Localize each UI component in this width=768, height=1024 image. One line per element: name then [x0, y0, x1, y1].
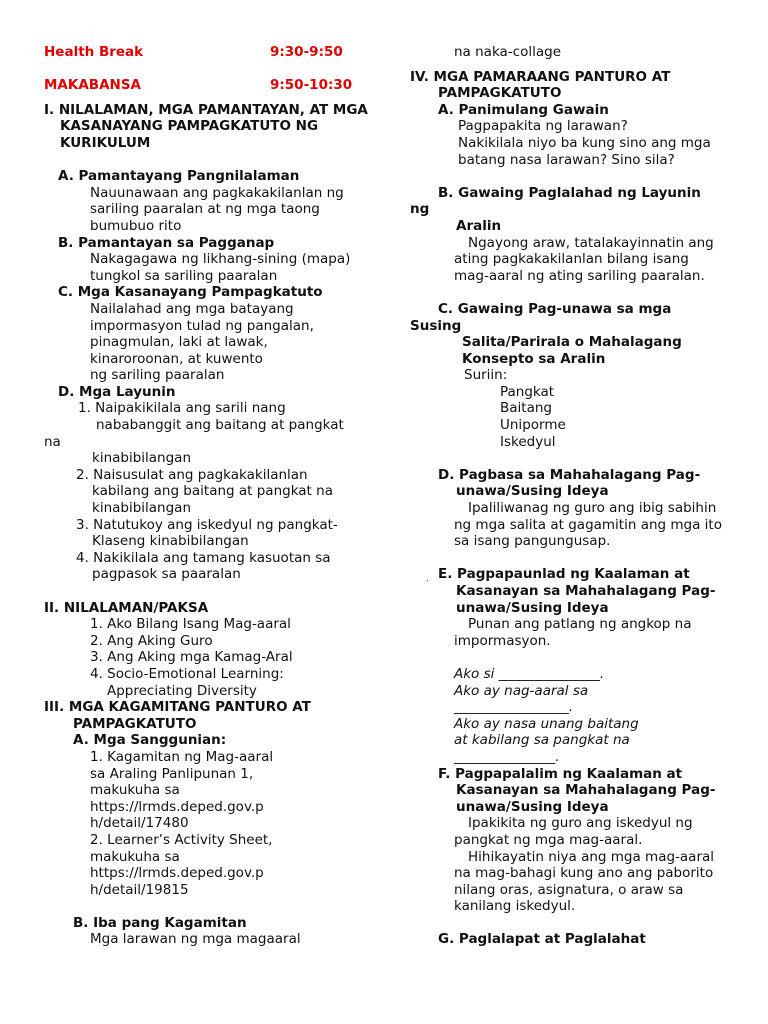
- topic-item: Appreciating Diversity: [107, 682, 257, 699]
- fill-in-sentence: Ako ay nasa unang baitang: [454, 715, 639, 732]
- key-word: Pangkat: [500, 383, 555, 400]
- reference-text: makukuha sa: [90, 782, 180, 799]
- topic-item: 4. Socio-Emotional Learning:: [90, 665, 284, 682]
- makabansa-row: [44, 77, 364, 94]
- health-break-label: Health Break: [44, 44, 144, 60]
- body-text: sa isang pangungusap.: [454, 533, 611, 550]
- fill-in-sentence: at kabilang sa pangkat na: [454, 732, 630, 749]
- body-text: ng mga salita at gagamitin ang mga ito: [454, 516, 722, 533]
- makabansa-time: 9:50-10:30: [270, 77, 353, 94]
- left-column: [44, 44, 368, 948]
- heading-line: unawa/Susing Ideya: [456, 798, 609, 815]
- red-dot-mark: .: [426, 574, 429, 584]
- body-text: pinagmulan, laki at lawak,: [90, 334, 268, 351]
- pagbasa-heading: D. Pagbasa sa Mahahalagang Pag-: [438, 466, 701, 483]
- mga-layunin-heading: D. Mga Layunin: [58, 383, 176, 400]
- topic-item: 3. Ang Aking mga Kamag-Aral: [90, 649, 293, 666]
- reference-link: https://lrmds.deped.gov.p: [90, 865, 264, 882]
- body-text: Pagpapakita ng larawan?: [458, 118, 628, 135]
- body-text: mag-aaral ng ating sariling paaralan.: [454, 267, 705, 284]
- reference-text: 2. Learner’s Activity Sheet,: [90, 831, 273, 848]
- reference-text: sa Araling Panlipunan 1,: [90, 765, 254, 782]
- kasanayang-pampagkatuto-heading: C. Mga Kasanayang Pampagkatuto: [58, 284, 323, 301]
- body-text: nilang oras, asignatura, o araw sa: [454, 881, 684, 898]
- key-word: Iskedyul: [500, 433, 556, 450]
- fill-in-sentence: Ako ay nag-aaral sa: [454, 682, 589, 699]
- reference-link: h/detail/19815: [90, 881, 189, 898]
- suriin-label: Suriin:: [464, 367, 508, 384]
- body-text: kanilang iskedyul.: [454, 898, 576, 915]
- body-text: Punan ang patlang ng angkop na: [468, 616, 692, 633]
- body-text: Ngayong araw, tatalakayinnatin ang: [468, 234, 714, 251]
- heading-line: ng: [410, 201, 430, 218]
- key-word: Baitang: [500, 400, 552, 417]
- body-text: Ipakikita ng guro ang iskedyul ng: [468, 815, 693, 832]
- topic-item: 2. Ang Aking Guro: [90, 632, 213, 649]
- pagpapaunlad-heading: E. Pagpapaunlad ng Kaalaman at: [438, 566, 690, 583]
- section-ii-title: II. NILALAMAN/PAKSA: [44, 599, 209, 616]
- topic-item: 1. Ako Bilang Isang Mag-aaral: [90, 616, 291, 633]
- continuation-text: na naka-collage: [454, 44, 562, 60]
- heading-line: Kasanayan sa Mahahalagang Pag-: [456, 782, 716, 799]
- reference-link: h/detail/17480: [90, 815, 189, 832]
- pagpapalalim-heading: F. Pagpapalalim ng Kaalaman at: [438, 765, 683, 782]
- right-column: [410, 44, 740, 948]
- pag-unawa-heading: C. Gawaing Pag-unawa sa mga: [438, 300, 672, 317]
- health-break-time: 9:30-9:50: [270, 44, 343, 60]
- heading-line: Konsepto sa Aralin: [462, 350, 606, 367]
- objective-item: kinabibilangan: [92, 500, 192, 517]
- heading-line: unawa/Susing Ideya: [456, 599, 609, 616]
- section-i-title-line: KURIKULUM: [60, 134, 151, 151]
- iba-pang-kagamitan-heading: B. Iba pang Kagamitan: [73, 914, 247, 931]
- objective-item: kinabibilangan: [92, 450, 192, 467]
- body-text: ng sariling paaralan: [90, 367, 225, 384]
- fill-in-sentence: _________________.: [454, 699, 574, 716]
- heading-line: Salita/Parirala o Mahalagang: [462, 334, 682, 351]
- objective-item: 4. Nakikilala ang tamang kasuotan sa: [76, 549, 331, 566]
- makabansa-label: MAKABANSA: [44, 77, 141, 94]
- panimulang-gawain-heading: A. Panimulang Gawain: [438, 101, 609, 118]
- body-text: Nakikilala niyo ba kung sino ang mga: [458, 134, 711, 151]
- heading-line: Kasanayan sa Mahahalagang Pag-: [456, 583, 716, 599]
- section-iii-title: III. MGA KAGAMITANG PANTURO AT: [44, 699, 311, 716]
- fill-in-sentence: _______________.: [454, 748, 560, 765]
- heading-line: unawa/Susing Ideya: [456, 483, 609, 500]
- objective-item: 3. Natutukoy ang iskedyul ng pangkat-: [76, 516, 338, 533]
- body-text: kinaroroonan, at kuwento: [90, 350, 263, 367]
- paglalapat-heading: G. Paglalapat at Paglalahat: [438, 931, 646, 948]
- objective-item: Klaseng kinabibilangan: [92, 533, 249, 550]
- heading-line: Susing: [410, 317, 462, 334]
- health-break-row: [44, 44, 364, 61]
- section-iv-title: IV. MGA PAMARAANG PANTURO AT: [410, 68, 671, 85]
- section-i-title: I. NILALAMAN, MGA PAMANTAYAN, AT MGA: [44, 101, 368, 118]
- body-text: Hihikayatin niya ang mga mag-aaral: [468, 848, 715, 865]
- body-text: Nauunawaan ang pagkakakilanlan ng: [90, 184, 344, 201]
- pamantayan-sa-pagganap-heading: B. Pamantayan sa Pagganap: [58, 234, 275, 251]
- body-text: na mag-bahagi kung ano ang paborito: [454, 865, 714, 882]
- body-text: pangkat ng mga mag-aaral.: [454, 831, 643, 848]
- objective-item: nababanggit ang baitang at pangkat: [96, 417, 344, 434]
- section-iv-title-line: PAMPAGKATUTO: [438, 85, 562, 102]
- reference-text: 1. Kagamitan ng Mag-aaral: [90, 748, 274, 765]
- heading-line: Aralin: [456, 217, 502, 234]
- body-text: bumubuo rito: [90, 217, 182, 234]
- key-word: Uniporme: [500, 417, 566, 434]
- objective-item: na: [44, 433, 61, 450]
- body-text: Ipaliliwanag ng guro ang ibig sabihin: [468, 500, 717, 517]
- objective-item: pagpasok sa paaralan: [92, 566, 241, 583]
- mga-sanggunian-heading: A. Mga Sanggunian:: [73, 732, 227, 749]
- fill-in-sentence: Ako si _______________.: [454, 665, 605, 682]
- body-text: impormasyon.: [454, 632, 551, 649]
- pamantayang-pangnilalaman-heading: A. Pamantayang Pangnilalaman: [58, 168, 300, 185]
- body-text: Nakagagawa ng likhang-sining (mapa): [90, 251, 351, 268]
- body-text: ating pagkakakilanlan bilang isang: [454, 251, 689, 268]
- body-text: batang nasa larawan? Sino sila?: [458, 151, 675, 168]
- objective-item: 1. Naipakikilala ang sarili nang: [78, 400, 286, 417]
- body-text: sariling paaralan at ng mga taong: [90, 201, 320, 218]
- paglalahad-ng-layunin-heading: B. Gawaing Paglalahad ng Layunin: [438, 184, 701, 201]
- body-text: Nailalahad ang mga batayang: [90, 300, 294, 317]
- objective-item: 2. Naisusulat ang pagkakakilanlan: [76, 466, 308, 483]
- body-text: Mga larawan ng mga magaaral: [90, 931, 301, 948]
- objective-item: kabilang ang baitang at pangkat na: [92, 483, 333, 500]
- reference-link: https://lrmds.deped.gov.p: [90, 798, 264, 815]
- body-text: impormasyon tulad ng pangalan,: [90, 317, 314, 334]
- section-i-title-line: KASANAYANG PAMPAGKATUTO NG: [60, 118, 319, 135]
- reference-text: makukuha sa: [90, 848, 180, 865]
- body-text: tungkol sa sariling paaralan: [90, 267, 278, 284]
- section-iii-title-line: PAMPAGKATUTO: [73, 715, 197, 732]
